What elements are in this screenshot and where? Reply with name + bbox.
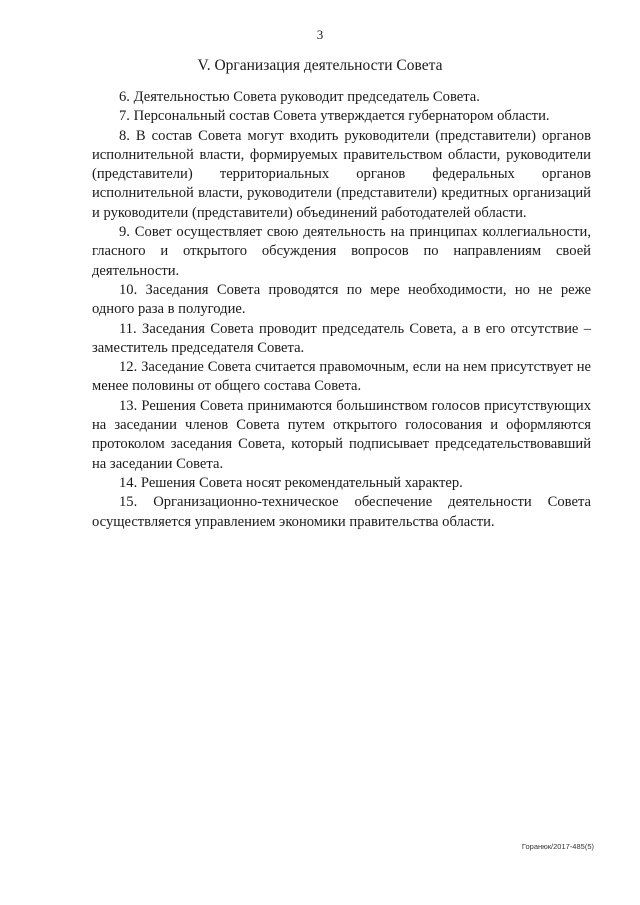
paragraph-15: 15. Организационно-техническое обеспечение деятельности Совета осуществляется управлением экономики правительства области. xyxy=(92,494,591,530)
page-number: 3 xyxy=(316,27,324,42)
body-text xyxy=(92,88,591,532)
paragraph-14: 14. Решения Совета носят рекомендательный характер. xyxy=(119,474,463,491)
paragraph-6: 6. Деятельностью Совета руководит председатель Совета. xyxy=(119,89,480,105)
paragraph-10: 10. Заседания Совета проводятся по мере необходимости, но не реже одного раза в полугодие. xyxy=(92,281,591,318)
paragraph-11: 11. Заседания Совета проводит председатель Совета, а в его отсутствие – заместитель председателя Совета. xyxy=(92,320,591,356)
paragraph-7: 7. Персональный состав Совета утверждается губернатором области. xyxy=(119,108,550,125)
footer-document-code: Горанюк/2017-485(5) xyxy=(521,842,594,851)
paragraph-9: 9. Совет осуществляет свою деятельность на принципах коллегиальности, гласного и открытого обсуждения вопросов по направлениям своей деятельности. xyxy=(92,224,591,279)
paragraph-12: 12. Заседание Совета считается правомочным, если на нем присутствует не менее половины от общего состава Совета. xyxy=(92,359,591,395)
section-title: V. Организация деятельности Совета xyxy=(197,57,443,74)
paragraph-13: 13. Решения Совета принимаются большинством голосов присутствующих на заседании членов Совета путем открытого голосования и оформляются протоколом заседания Совета, который подписывает председательствовавший на заседании Совета. xyxy=(92,397,591,472)
paragraph-8: 8. В состав Совета могут входить руководители (представители) органов исполнительной власти, формируемых правительством области, руководители (представители) территориальных органов федеральных органов исполнительной власти, руководители (представители) кредитных организаций и руководители (представители) объединений работодателей области. xyxy=(92,127,591,221)
